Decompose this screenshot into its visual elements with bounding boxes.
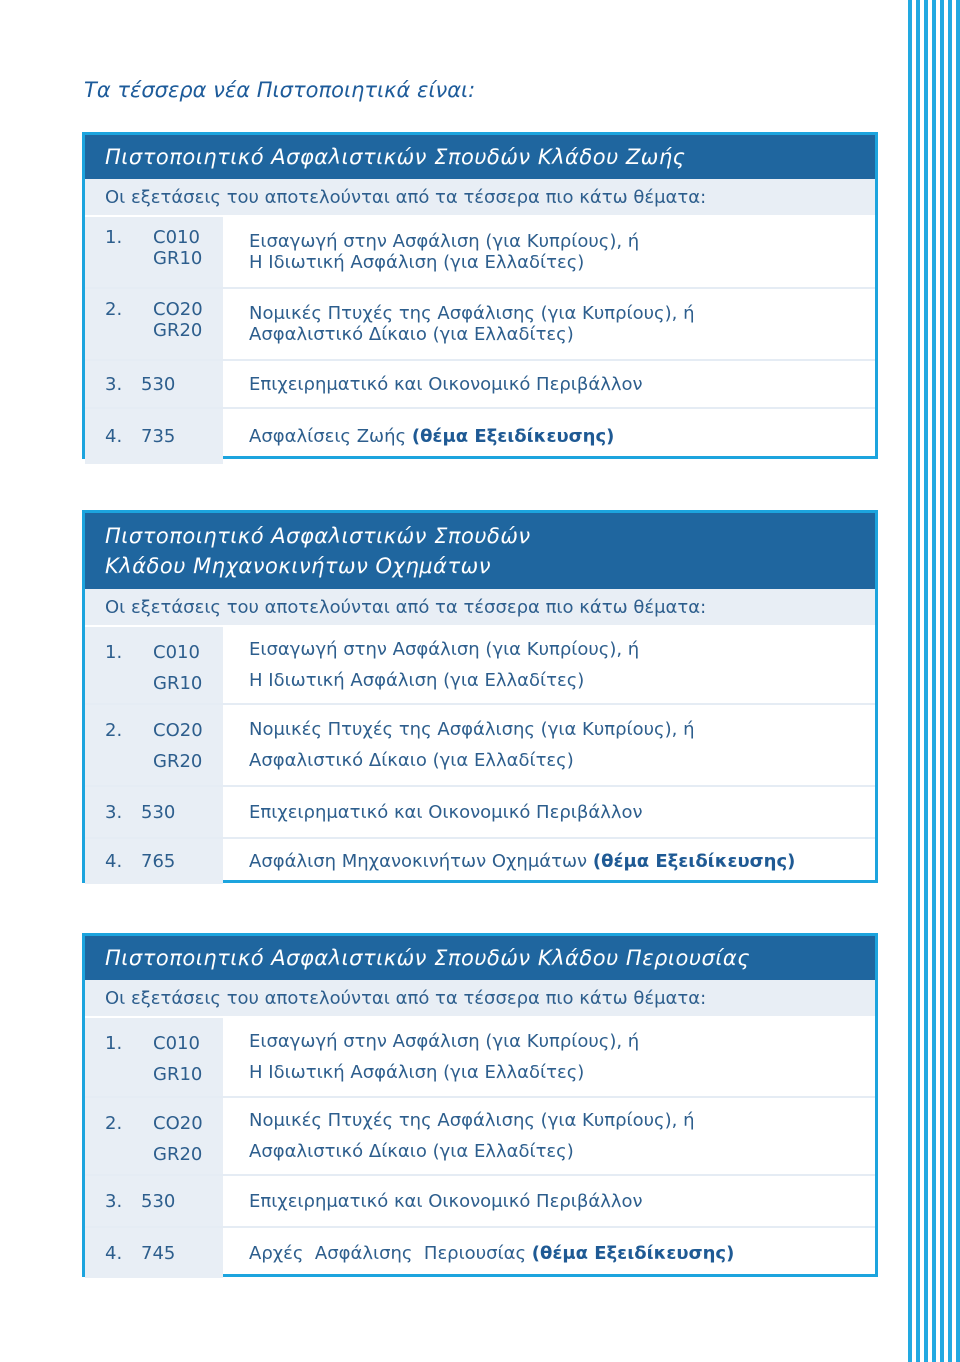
certificate-motor — [82, 510, 878, 883]
row-number: 4. — [105, 1242, 123, 1264]
decorative-stripes — [904, 0, 960, 1362]
row-desc: Επιχειρηματικό και Οικονομικό Περιβάλλον — [249, 1190, 643, 1212]
row-code: GR10 — [153, 248, 203, 269]
table-row — [85, 409, 875, 464]
row-desc: Ασφαλιστικό Δίκαιο (για Ελλαδίτες) — [249, 750, 574, 771]
row-desc: Ασφαλίσεις Ζωής — [249, 426, 407, 447]
row-code: 745 — [141, 1242, 176, 1264]
table-row — [85, 1176, 875, 1228]
row-code: C010 — [153, 1033, 200, 1054]
table-row — [85, 787, 875, 839]
row-code: C010 — [153, 227, 200, 248]
row-code: 735 — [141, 426, 176, 447]
row-desc: Η Ιδιωτική Ασφάλιση (για Ελλαδίτες) — [249, 1062, 585, 1083]
row-code: C010 — [153, 642, 200, 663]
certificate-title: Πιστοποιητικό Ασφαλιστικών Σπουδών Κλάδου Περιουσίας — [85, 936, 875, 980]
row-code: CO20 — [153, 299, 203, 320]
row-number: 1. — [105, 227, 123, 248]
exam-subtitle: Οι εξετάσεις του αποτελούνται από τα τέσσερα πιο κάτω θέματα: — [85, 179, 875, 217]
specialization-label: (θέμα Εξειδίκευσης) — [411, 426, 615, 447]
exam-subtitle: Οι εξετάσεις του αποτελούνται από τα τέσσερα πιο κάτω θέματα: — [85, 980, 875, 1018]
exam-subtitle: Οι εξετάσεις του αποτελούνται από τα τέσσερα πιο κάτω θέματα: — [85, 589, 875, 627]
row-desc: Εισαγωγή στην Ασφάλιση (για Κυπρίους), ή — [249, 639, 640, 660]
row-code: GR20 — [153, 1144, 203, 1165]
row-desc: Επιχειρηματικό και Οικονομικό Περιβάλλον — [249, 801, 643, 823]
row-number: 1. — [105, 1033, 123, 1054]
row-code: CO20 — [153, 720, 203, 741]
row-number: 3. — [105, 801, 123, 823]
table-row — [85, 1228, 875, 1278]
row-desc: Επιχειρηματικό και Οικονομικό Περιβάλλον — [249, 373, 643, 395]
table-row — [85, 361, 875, 409]
row-number: 2. — [105, 1113, 123, 1134]
row-code: 530 — [141, 801, 176, 823]
certificate-life — [82, 132, 878, 459]
table-row — [85, 289, 875, 361]
certificate-title-line: Πιστοποιητικό Ασφαλιστικών Σπουδών — [105, 524, 531, 548]
row-number: 4. — [105, 851, 123, 872]
row-desc: Νομικές Πτυχές της Ασφάλισης (για Κυπρίους), ή — [249, 1110, 695, 1131]
row-desc: Ασφαλιστικό Δίκαιο (για Ελλαδίτες) — [249, 1141, 574, 1162]
row-code: GR10 — [153, 673, 203, 694]
row-desc: Ασφαλιστικό Δίκαιο (για Ελλαδίτες) — [249, 324, 574, 345]
row-desc: Εισαγωγή στην Ασφάλιση (για Κυπρίους), ή — [249, 1031, 640, 1052]
row-code: CO20 — [153, 1113, 203, 1134]
certificate-title-line: Κλάδου Μηχανοκινήτων Οχημάτων — [105, 554, 491, 578]
row-desc: Η Ιδιωτική Ασφάλιση (για Ελλαδίτες) — [249, 252, 585, 273]
row-number: 2. — [105, 720, 123, 741]
row-number: 3. — [105, 373, 123, 395]
table-row — [85, 705, 875, 787]
row-number: 3. — [105, 1190, 123, 1212]
row-desc: Ασφάλιση Μηχανοκινήτων Οχημάτων — [249, 851, 588, 872]
row-number: 4. — [105, 426, 123, 447]
table-row — [85, 627, 875, 705]
row-desc: Νομικές Πτυχές της Ασφάλισης (για Κυπρίους), ή — [249, 719, 695, 740]
intro-title: Τα τέσσερα νέα Πιστοποιητικά είναι: — [84, 78, 476, 102]
certificate-property — [82, 933, 878, 1277]
certificate-title — [85, 513, 875, 589]
row-code: 530 — [141, 1190, 176, 1212]
row-code: GR20 — [153, 320, 203, 341]
specialization-label: (θέμα Εξειδίκευσης) — [592, 851, 796, 872]
row-desc: Νομικές Πτυχές της Ασφάλισης (για Κυπρίους), ή — [249, 303, 695, 324]
row-code: 765 — [141, 851, 176, 872]
table-row — [85, 1018, 875, 1098]
table-row — [85, 839, 875, 884]
table-row — [85, 1098, 875, 1176]
row-number: 2. — [105, 299, 123, 320]
row-desc: Εισαγωγή στην Ασφάλιση (για Κυπρίους), ή — [249, 231, 640, 252]
specialization-label: (θέμα Εξειδίκευσης) — [531, 1242, 735, 1264]
row-desc: Η Ιδιωτική Ασφάλιση (για Ελλαδίτες) — [249, 670, 585, 691]
row-code: GR10 — [153, 1064, 203, 1085]
table-row — [85, 217, 875, 289]
row-code: GR20 — [153, 751, 203, 772]
row-desc: Αρχές Ασφάλισης Περιουσίας — [249, 1242, 532, 1264]
certificate-title: Πιστοποιητικό Ασφαλιστικών Σπουδών Κλάδου Ζωής — [85, 135, 875, 179]
row-code: 530 — [141, 373, 176, 395]
row-number: 1. — [105, 642, 123, 663]
